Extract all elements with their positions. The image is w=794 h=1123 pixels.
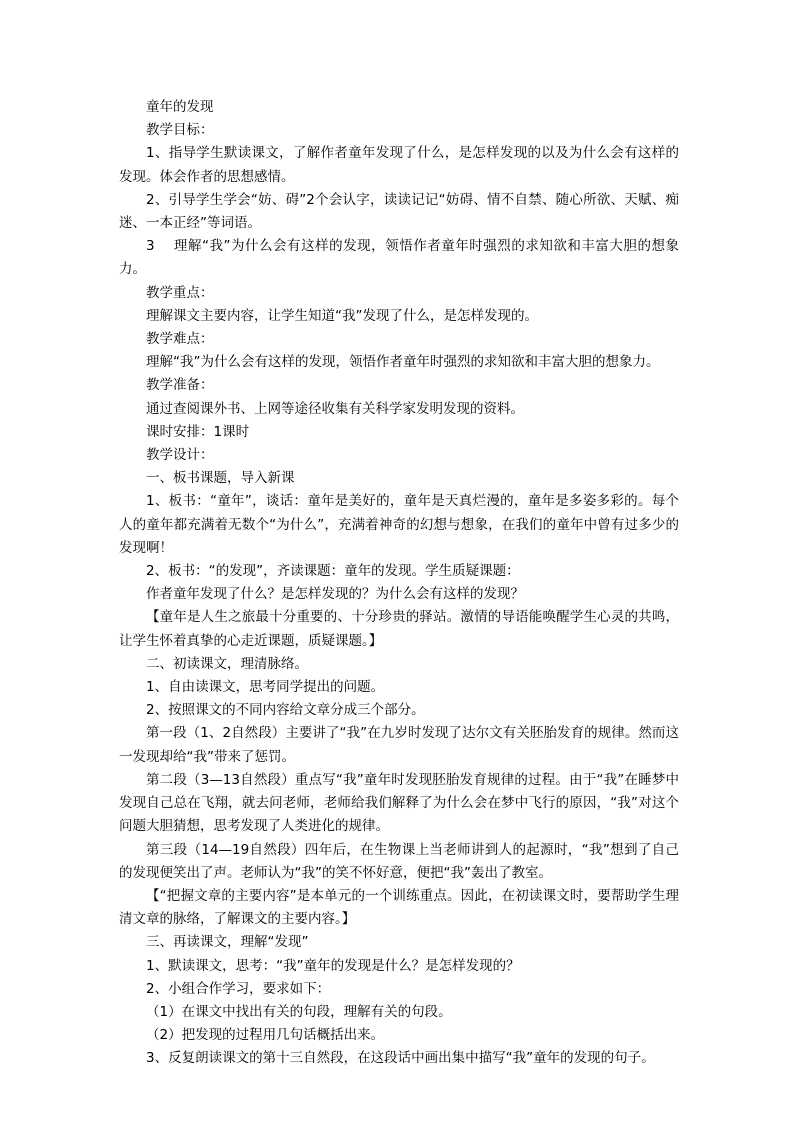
step-1-heading: 一、板书课题，导入新课: [146, 470, 295, 487]
section-heading-preparation: 教学准备：: [146, 377, 214, 394]
document-body: [119, 96, 679, 1071]
step-3-item-1: 1、默读课文，思考：“我”童年的发现是什么？是怎样发现的？: [146, 957, 520, 974]
objective-2: 2、引导学生学会“妨、碍”2个会认字，读读记记“妨碍、情不自禁、随心所欲、天赋、痴迷、一本正经”等词语。: [119, 191, 679, 232]
section-part-1: 第一段（1、2自然段）主要讲了“我”在九岁时发现了达尔文有关胚胎发育的规律。然而这一发现却给“我”带来了惩罚。: [119, 725, 679, 765]
section-heading-objectives: 教学目标：: [146, 122, 214, 139]
step-1-item-1: 1、板书：“童年”，谈话：童年是美好的，童年是天真烂漫的，童年是多姿多彩的。每个人的童年都充满着无数个“为什么”，充满着神奇的幻想与想象，在我们的童年中曾有过多少的发现啊！: [119, 493, 679, 556]
preparation-text: 通过查阅课外书、上网等途径收集有关科学家发明发现的资料。: [146, 400, 524, 417]
step-3-heading: 三、再读课文，理解“发现”: [146, 934, 309, 951]
step-2-item-2: 2、按照课文的不同内容给文章分成三个部分。: [146, 702, 425, 719]
step-1-note: 【童年是人生之旅最十分重要的、十分珍贵的驿站。激情的导语能唤醒学生心灵的共鸣，让学生怀着真挚的心走近课题，质疑课题。】: [119, 609, 679, 649]
section-part-2: 第二段（3—13自然段）重点写“我”童年时发现胚胎发育规律的过程。由于“我”在睡梦中发现自己总在飞翔，就去问老师，老师给我们解释了为什么会在梦中飞行的原因，“我”对这个问题大胆猜想，思考发现了人类进化的规律。: [119, 771, 679, 835]
step-3-sub-2: （2）把发现的过程用几句话概括出来。: [146, 1027, 385, 1044]
step-3-item-2: 2、小组合作学习，要求如下：: [146, 980, 331, 997]
step-1-questions: 作者童年发现了什么？是怎样发现的？为什么会有这样的发现？: [146, 586, 524, 603]
step-3-sub-1: （1）在课文中找出有关的句段，理解有关的句段。: [146, 1003, 452, 1020]
step-2-heading: 二、初读课文，理清脉络。: [146, 655, 308, 672]
step-3-item-3: 3、反复朗读课文的第十三自然段，在这段话中画出集中描写“我”童年的发现的句子。: [146, 1050, 655, 1067]
step-1-item-2: 2、板书：“的发现”，齐读课题：童年的发现。学生质疑课题：: [146, 563, 520, 580]
lesson-title: 童年的发现: [146, 99, 214, 115]
section-heading-key-points: 教学重点：: [146, 284, 214, 301]
step-2-item-1: 1、自由读课文，思考同学提出的问题。: [146, 679, 385, 696]
difficulties-text: 理解“我”为什么会有这样的发现，领悟作者童年时强烈的求知欲和丰富大胆的想象力。: [146, 354, 660, 371]
section-heading-design: 教学设计：: [146, 447, 214, 464]
objective-3: 3 理解“我”为什么会有这样的发现，领悟作者童年时强烈的求知欲和丰富大胆的想象力。: [119, 238, 679, 278]
section-part-3: 第三段（14—19自然段）四年后，在生物课上当老师讲到人的起源时，“我”想到了自己的发现便笑出了声。老师认为“我”的笑不怀好意，便把“我”轰出了教室。: [119, 841, 679, 881]
key-points-text: 理解课文主要内容，让学生知道“我”发现了什么，是怎样发现的。: [146, 307, 538, 324]
objective-1: 1、指导学生默读课文，了解作者童年发现了什么，是怎样发现的以及为什么会有这样的发现。体会作者的思想感情。: [119, 145, 679, 185]
section-heading-difficulties: 教学难点：: [146, 331, 214, 348]
step-2-note: 【“把握文章的主要内容”是本单元的一个训练重点。因此，在初读课文时，要帮助学生理清文章的脉络，了解课文的主要内容。】: [119, 887, 679, 928]
schedule-text: 课时安排：1课时: [146, 423, 250, 440]
